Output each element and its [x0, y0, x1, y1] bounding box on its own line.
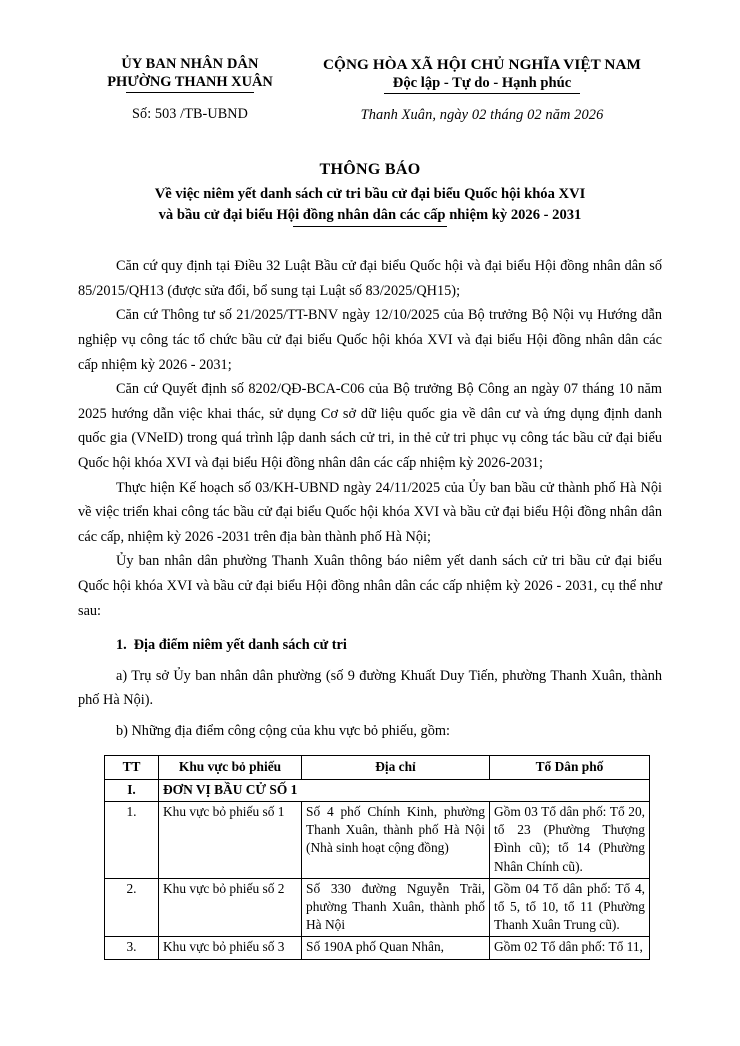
row-polling-area: Khu vực bỏ phiếu số 2 — [159, 878, 302, 937]
table-header-address: Địa chỉ — [302, 755, 490, 779]
table-row — [105, 937, 650, 959]
letterhead — [78, 56, 662, 124]
row-polling-area: Khu vực bỏ phiếu số 1 — [159, 801, 302, 878]
unit-row-number: I. — [105, 779, 159, 801]
table-row — [105, 801, 650, 878]
table-header-group: Tổ Dân phố — [490, 755, 650, 779]
national-title: CỘNG HÒA XÃ HỘI CHỦ NGHĨA VIỆT NAM — [322, 56, 641, 73]
section-1-title: Địa điểm niêm yết danh sách cử tri — [133, 637, 347, 654]
row-address: Số 4 phố Chính Kinh, phường Thanh Xuân, thành phố Hà Nội (Nhà sinh hoạt cộng đồng) — [302, 801, 490, 878]
row-number: 3. — [105, 937, 159, 959]
table-header-row — [105, 755, 650, 779]
table-body — [105, 779, 650, 959]
authority-underline-rule — [126, 92, 254, 93]
national-heading-block — [302, 56, 662, 124]
title-block — [78, 160, 662, 227]
document-number: Số: 503 /TB-UBND — [132, 106, 248, 123]
section-1-heading — [78, 633, 662, 658]
row-number: 2. — [105, 878, 159, 937]
table-row-election-unit — [105, 779, 650, 801]
issuing-authority-block — [78, 56, 302, 123]
paragraph-legal-basis-3: Căn cứ Quyết định số 8202/QĐ-BCA-C06 của Bộ trưởng Bộ Công an ngày 07 tháng 10 năm 2025 hướng dẫn việc khai thác, sử dụng Cơ sở dữ liệu quốc gia về dân cư và ứng dụng định danh quốc gia (VNeID) trong quá trình lập danh sách cử tri, in thẻ cử tri phục vụ công tác bầu cử đại biểu Quốc hội khóa XVI và đại biểu Hội đồng nhân dân các cấp nhiệm kỳ 2026-2031; — [78, 381, 662, 472]
row-residential-groups: Gồm 02 Tổ dân phố: Tổ 11, — [490, 937, 650, 959]
table-header-area: Khu vực bỏ phiếu — [159, 755, 302, 779]
paragraph-legal-basis-1: Căn cứ quy định tại Điều 32 Luật Bầu cử đại biểu Quốc hội và đại biểu Hội đồng nhân dân số 85/2015/QH13 (được sửa đổi, bổ sung tại Luật số 83/2025/QH15); — [78, 258, 662, 299]
authority-line-2-wrap — [78, 73, 302, 91]
document-body — [78, 254, 662, 959]
row-address: Số 190A phố Quan Nhân, — [302, 937, 490, 959]
authority-line-2: PHƯỜNG THANH XUÂN — [107, 74, 273, 90]
row-address: Số 330 đường Nguyễn Trãi, phường Thanh Xuân, thành phố Hà Nội — [302, 878, 490, 937]
row-residential-groups: Gồm 03 Tổ dân phố: Tổ 20, tổ 23 (Phường Thượng Đình cũ); tổ 14 (Phường Nhân Chính cũ). — [490, 801, 650, 878]
polling-areas-table — [104, 755, 650, 960]
subject-line-1: Về việc niêm yết danh sách cử tri bầu cử đại biểu Quốc hội khóa XVI — [154, 186, 586, 203]
paragraph-legal-basis-2: Căn cứ Thông tư số 21/2025/TT-BNV ngày 12/10/2025 của Bộ trưởng Bộ Nội vụ Hướng dẫn nghiệp vụ công tác tổ chức bầu cử đại biểu Quốc hội khóa XVI và đại biểu Hội đồng nhân dân các cấp nhiệm kỳ 2026 - 2031; — [78, 307, 662, 373]
motto-underline-rule — [384, 93, 580, 94]
item-a-headquarters: a) Trụ sở Ủy ban nhân dân phường (số 9 đường Khuất Duy Tiến, phường Thanh Xuân, thành phố Hà Nội). — [78, 667, 662, 709]
row-residential-groups: Gồm 04 Tổ dân phố: Tổ 4, tổ 5, tổ 10, tổ 11 (Phường Thanh Xuân Trung cũ). — [490, 878, 650, 937]
paragraph-announcement: Ủy ban nhân dân phường Thanh Xuân thông báo niêm yết danh sách cử tri bầu cử đại biểu Quốc hội khóa XVI và bầu cử đại biểu Hội đồng nhân dân các cấp nhiệm kỳ 2026 - 2031, cụ thể như sau: — [78, 553, 662, 619]
paragraph-legal-basis-4: Thực hiện Kế hoạch số 03/KH-UBND ngày 24/11/2025 của Ủy ban bầu cử thành phố Hà Nội về việc triển khai công tác bầu cử đại biểu Quốc hội khóa XVI và bầu cử đại biểu Hội đồng nhân dân các cấp, nhiệm kỳ 2026 -2031 trên địa bàn thành phố Hà Nội; — [78, 479, 662, 545]
item-b-public-places: b) Những địa điểm công cộng của khu vực bỏ phiếu, gồm: — [116, 722, 450, 739]
document-subject — [78, 184, 662, 225]
subject-line-2: và bầu cử đại biểu Hội đồng nhân dân các cấp nhiệm kỳ 2026 - 2031 — [158, 206, 582, 223]
section-1-number: 1. — [116, 637, 127, 654]
authority-line-1: ỦY BAN NHÂN DÂN — [121, 56, 259, 72]
document-type-title: THÔNG BÁO — [319, 161, 421, 179]
unit-row-name: ĐƠN VỊ BẦU CỬ SỐ 1 — [159, 779, 650, 801]
subject-underline-rule — [293, 226, 447, 227]
table-header-tt: TT — [105, 755, 159, 779]
national-motto-wrap — [302, 74, 662, 92]
row-number: 1. — [105, 801, 159, 878]
place-and-date: Thanh Xuân, ngày 02 tháng 02 năm 2026 — [360, 107, 604, 124]
table-row — [105, 878, 650, 937]
national-motto: Độc lập - Tự do - Hạnh phúc — [392, 75, 572, 91]
row-polling-area: Khu vực bỏ phiếu số 3 — [159, 937, 302, 959]
